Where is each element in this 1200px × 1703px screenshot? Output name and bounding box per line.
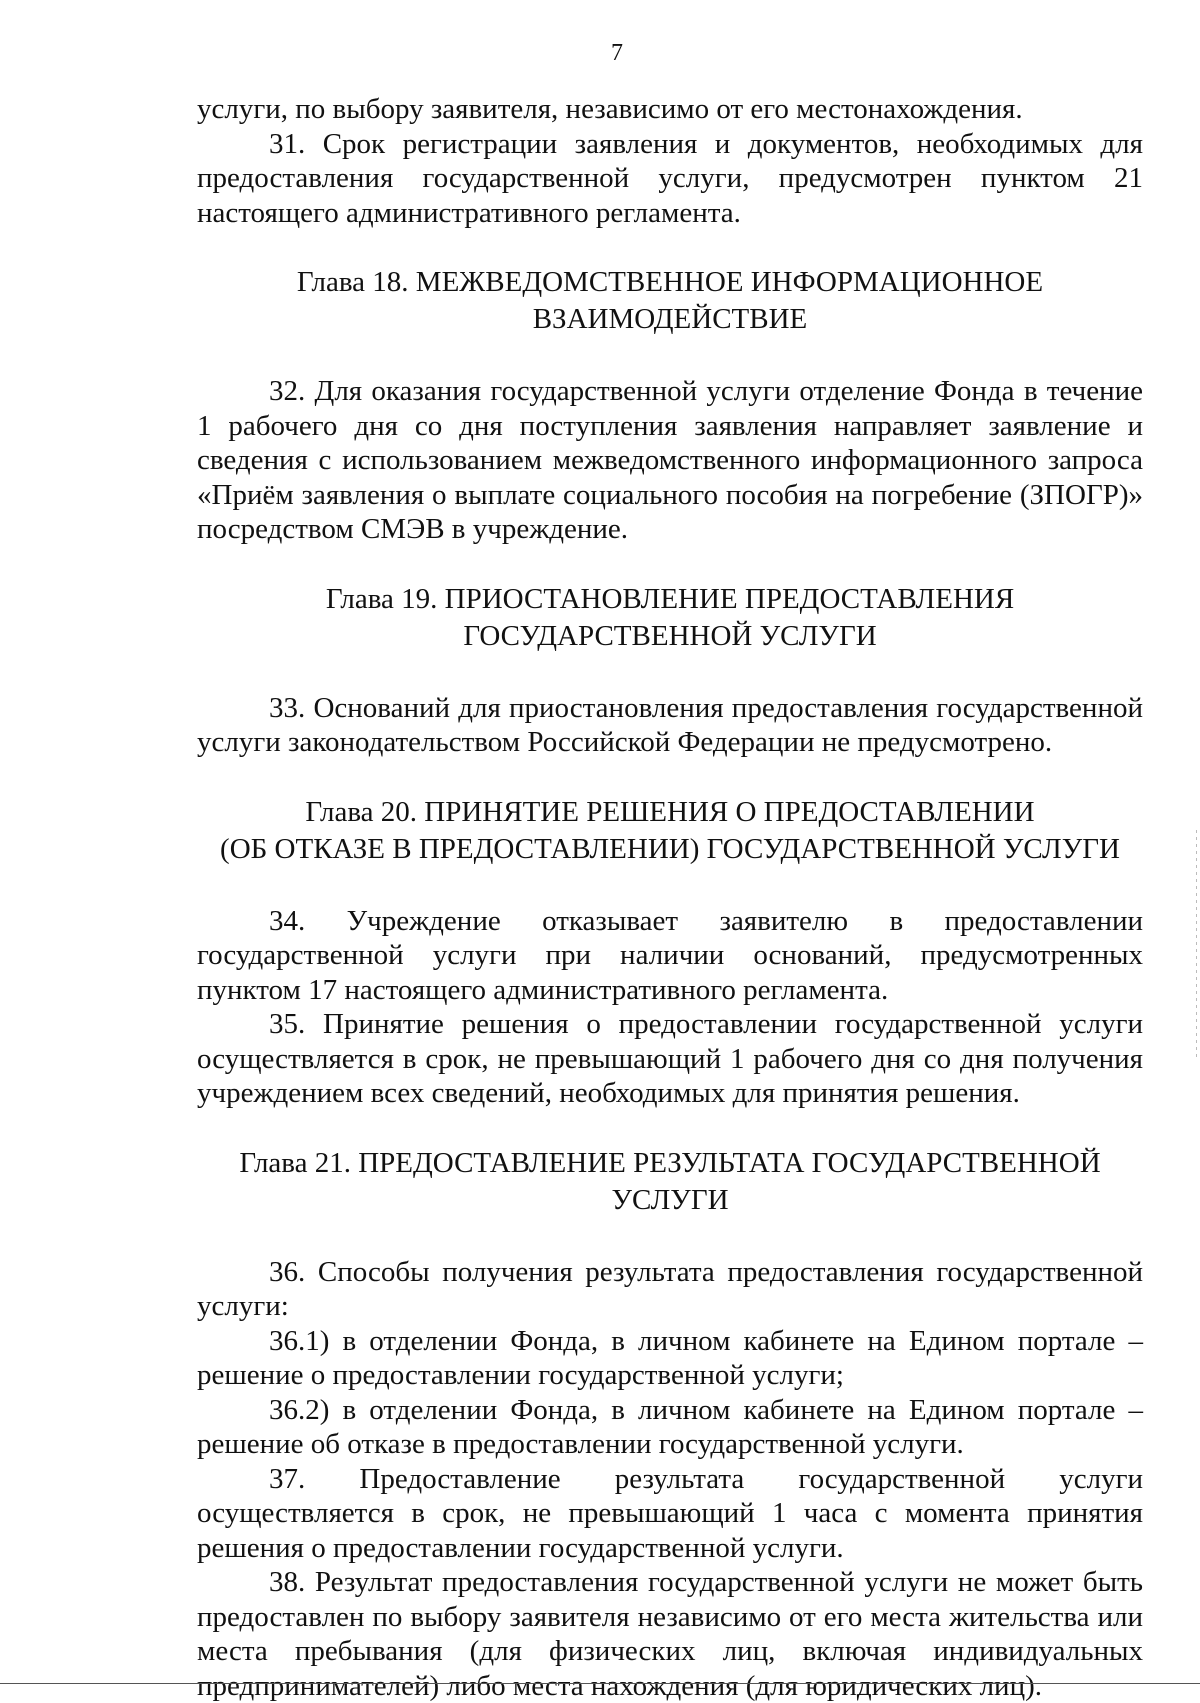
chapter-heading-line: Глава 19. ПРИОСТАНОВЛЕНИЕ ПРЕДОСТАВЛЕНИЯ (325, 582, 1015, 615)
paragraph: 33. Оснований для приостановления предоставления государственной услуги законодательством Российской Федерации не предусмотрено. (197, 691, 1143, 758)
paragraph: 36.1) в отделении Фонда, в личном кабинете на Едином портале – решение о предоставлении государственной услуги; (197, 1324, 1143, 1391)
chapter-heading (197, 794, 1143, 868)
chapter-heading-line: ГОСУДАРСТВЕННОЙ УСЛУГИ (463, 619, 877, 652)
paragraph: 34. Учреждение отказывает заявителю в предоставлении государственной услуги при наличии оснований, предусмотренных пунктом 17 настоящего административного регламента. (197, 904, 1143, 1006)
paragraph: 35. Принятие решения о предоставлении государственной услуги осуществляется в срок, не превышающий 1 рабочего дня со дня получения учреждением всех сведений, необходимых для принятия решения. (197, 1008, 1143, 1109)
chapter-heading-line: ВЗАИМОДЕЙСТВИЕ (532, 303, 808, 335)
bottom-rule (0, 1683, 1200, 1684)
chapter-heading-line: Глава 20. ПРИНЯТИЕ РЕШЕНИЯ О ПРЕДОСТАВЛЕНИИ (305, 795, 1035, 828)
chapter-heading (197, 581, 1143, 655)
paragraph: 36. Способы получения результата предоставления государственной услуги: (197, 1255, 1143, 1322)
paragraph: 31. Срок регистрации заявления и документов, необходимых для предоставления государственной услуги, предусмотрен пунктом 21 настоящего административного регламента. (197, 127, 1143, 229)
chapter-heading (197, 264, 1143, 338)
chapter-heading-line: (ОБ ОТКАЗЕ В ПРЕДОСТАВЛЕНИИ) ГОСУДАРСТВЕННОЙ УСЛУГИ (220, 832, 1120, 865)
chapter-heading-line: Глава 18. МЕЖВЕДОМСТВЕННОЕ ИНФОРМАЦИОННОЕ (296, 266, 1044, 298)
chapter-heading (197, 1145, 1143, 1219)
chapter-heading-line: Глава 21. ПРЕДОСТАВЛЕНИЕ РЕЗУЛЬТАТА ГОСУДАРСТВЕННОЙ (239, 1146, 1101, 1179)
chapter-heading-line: УСЛУГИ (611, 1183, 729, 1216)
paragraph: 36.2) в отделении Фонда, в личном кабинете на Едином портале – решение об отказе в предоставлении государственной услуги. (197, 1393, 1143, 1460)
paragraph: 38. Результат предоставления государственной услуги не может быть предоставлен по выбору заявителя независимо от его места жительства или места пребывания (для физических лиц, включая индивидуальных предпринимателей) либо места нахождения (для юридических лиц). (197, 1566, 1143, 1702)
paragraph: 37. Предоставление результата государственной услуги осуществляется в срок, не превышающий 1 часа с момента принятия решения о предоставлении государственной услуги. (197, 1462, 1143, 1564)
paragraph: услуги, по выбору заявителя, независимо от его местонахождения. (197, 93, 1023, 125)
page-number: 7 (611, 40, 623, 66)
scan-edge-mark (1196, 830, 1197, 1060)
paragraph: 32. Для оказания государственной услуги отделение Фонда в течение 1 рабочего дня со дня поступления заявления направляет заявление и сведения с использованием межведомственного информационного запроса «Приём заявления о выплате социального пособия на погребение (ЗПОГР)» посредством СМЭВ в учреждение. (197, 375, 1143, 545)
document-body (197, 92, 1143, 1703)
